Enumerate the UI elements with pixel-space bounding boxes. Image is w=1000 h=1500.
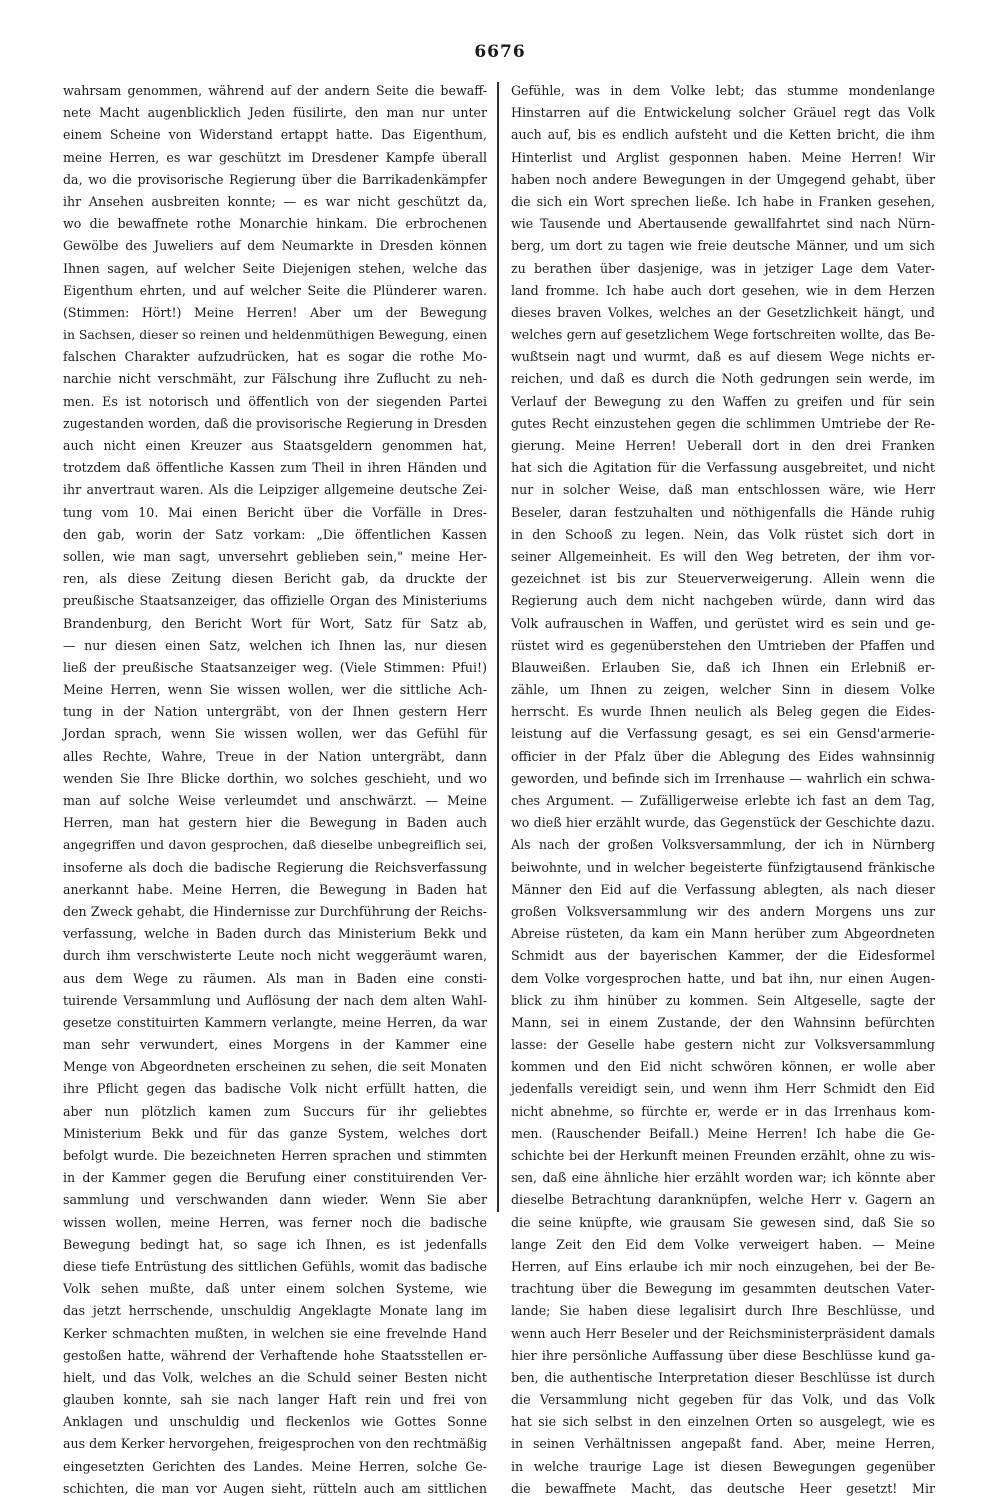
text-line: hat sie sich selbst in den einzelnen Orten so ausgelegt, wie es [511, 1414, 935, 1430]
text-line: Menge von Abgeordneten erscheinen zu sehen, die seit Monaten [63, 1059, 487, 1075]
text-line: man auf solche Weise verleumdet und anschwärzt. — Meine [63, 793, 487, 808]
text-line: Jordan sprach, wenn Sie wissen wollen, wer das Gefühl für [63, 726, 487, 742]
text-line: ihr Ansehen ausbreiten konnte; — es war nicht geschützt da, [63, 193, 487, 209]
text-line: men. (Rauschender Beifall.) Meine Herren! Ich habe die Ge- [511, 1125, 935, 1141]
text-line: Herren, auf Eins erlaube ich mir noch einzugehen, bei der Be- [511, 1258, 935, 1274]
text-line: narchie nicht verschmäht, zur Fälschung ihre Zuflucht zu neh- [63, 371, 487, 387]
text-line: Eigenthum ehrten, und auf welcher Seite die Plünderer waren. [63, 282, 487, 298]
text-line: glauben konnte, sah sie nach langer Haft rein und frei von [63, 1392, 487, 1408]
text-line: angegriffen und davon gesprochen, daß dieselbe unbegreiflich sei, [63, 837, 487, 853]
text-line: Kerker schmachten mußten, in welchen sie eine frevelnde Hand [63, 1325, 487, 1341]
text-line: Als nach der großen Volksversammlung, der ich in Nürnberg [511, 837, 935, 853]
text-line: großen Volksversammlung wir des andern Morgens uns zur [511, 903, 935, 919]
text-line: das jetzt herrschende, unschuldig Angeklagte Monate lang im [63, 1303, 487, 1319]
text-line: Verlauf der Bewegung zu den Waffen zu greifen und für sein [511, 393, 935, 409]
text-line: in Sachsen, dieser so reinen und heldenmüthigen Bewegung, einen [63, 327, 488, 343]
text-line: falschen Charakter aufzudrücken, hat es sogar die rothe Mo- [63, 349, 487, 365]
text-line: lange Zeit den Eid dem Volke verweigert haben. — Meine [511, 1236, 935, 1252]
text-line: haben noch andere Bewegungen in der Umgegend gehabt, über [511, 171, 935, 187]
text-line: tuirende Versammlung und Auflösung der nach dem alten Wahl- [63, 992, 487, 1008]
text-line: zu berathen über dasjenige, was in jetziger Lage dem Vater- [511, 260, 935, 276]
text-line: da, wo die provisorische Regierung über die Barrikadenkämpfer [63, 171, 487, 187]
text-line: sollen, wie man sagt, unversehrt geblieben sein," meine Her- [63, 548, 487, 564]
text-line: lasse: der Geselle habe gestern nicht zur Volksversammlung [511, 1037, 935, 1053]
text-line: wo dieß hier erzählt wurde, das Gegenstück der Geschichte dazu. [511, 815, 935, 831]
text-line: Männer den Eid auf die Verfassung ablegten, als nach dieser [511, 881, 935, 897]
text-line: land fromme. Ich habe auch dort gesehen, wie in dem Herzen [511, 282, 935, 298]
text-line: hier ihre persönliche Auffassung über diese Beschlüsse kund ga- [511, 1347, 935, 1363]
text-line: in der Kammer gegen die Berufung einer constituirenden Ver- [63, 1170, 487, 1186]
text-line: Gefühle, was in dem Volke lebt; das stumme mondenlange [511, 83, 935, 98]
text-line: schichten, die man vor Augen sieht, rütteln auch am sittlichen [63, 1480, 487, 1496]
text-line: welches gern auf gesetzlichem Wege fortschreiten wollte, das Be- [511, 327, 935, 343]
text-line: Gewölbe des Juweliers auf dem Neumarkte in Dresden können [63, 238, 487, 254]
text-line: Volk aufrauschen in Waffen, und gerüstet wird es sein und ge- [511, 615, 935, 631]
text-line: lande; Sie haben diese legalisirt durch Ihre Beschlüsse, und [511, 1303, 935, 1319]
text-line: Ihnen sagen, auf welcher Seite Diejenigen stehen, welche das [63, 260, 487, 276]
text-line: dieselbe Betrachtung daranknüpfen, welche Herr v. Gagern an [511, 1192, 935, 1208]
text-line: aus dem Wege zu räumen. Als man in Baden eine consti- [63, 970, 487, 986]
text-line: durch ihm verschwisterte Leute noch nicht weggeräumt waren, [63, 948, 487, 964]
text-line: gezeichnet ist bis zur Steuerverweigerung. Allein wenn die [511, 571, 935, 587]
text-line: die bewaffnete Macht, das deutsche Heer gesetzt! Mir [511, 1480, 935, 1496]
text-line: wo die bewaffnete rothe Monarchie hinkam. Die erbrochenen [63, 216, 487, 232]
text-line: beiwohnte, und in welcher begeisterte fünfzigtausend fränkische [511, 859, 935, 875]
text-line: wenden Sie Ihre Blicke dorthin, wo solches geschieht, und wo [63, 770, 487, 786]
text-line: ließ der preußische Staatsanzeiger weg. (Viele Stimmen: Pfui!) [63, 659, 487, 675]
text-line: Anklagen und unschuldig und fleckenlos wie Gottes Sonne [63, 1414, 487, 1430]
text-line: men. Es ist notorisch und öffentlich von der siegenden Partei [63, 393, 487, 409]
text-line: leistung auf die Verfassung gesagt, es sei ein Gensd'armerie- [511, 726, 935, 742]
text-line: nete Macht augenblicklich Jeden füsilirte, den man nur unter [63, 105, 487, 121]
text-line: Hinstarren auf die Entwickelung solcher Gräuel regt das Volk [511, 105, 935, 121]
text-line: blick zu ihm hinüber zu kommen. Sein Altgeselle, sagte der [511, 992, 935, 1008]
text-line: Mann, sei in einem Zustande, der den Wahnsinn befürchten [511, 1014, 935, 1030]
text-line: schichte bei der Herkunft meinen Freunden erzählt, ohne zu wis- [511, 1148, 935, 1163]
text-line: kommen und den Eid nicht schwören können, er wolle aber [511, 1059, 935, 1075]
right-column [511, 80, 935, 1496]
text-line: hielt, und das Volk, welches an die Schuld seiner Besten nicht [63, 1369, 487, 1385]
text-line: berg, um dort zu tagen wie freie deutsche Männer, und um sich [511, 238, 935, 254]
text-line: herrscht. Es wurde Ihnen neulich als Beleg gegen die Eides- [511, 704, 935, 720]
text-line: ihr anvertraut waren. Als die Leipziger allgemeine deutsche Zei- [63, 482, 487, 498]
column-divider [497, 82, 499, 1212]
text-line: trotzdem daß öffentliche Kassen zum Theil in ihren Händen und [63, 460, 487, 476]
text-line: dieses braven Volkes, welches an der Gesetzlichkeit hängt, und [511, 304, 935, 320]
text-line: den Zweck gehabt, die Hindernisse zur Durchführung der Reichs- [63, 903, 487, 919]
text-line: nicht abnehme, so fürchte er, werde er in das Irrenhaus kom- [511, 1103, 935, 1119]
text-line: aber nun plötzlich kamen zum Succurs für ihr geliebtes [63, 1103, 487, 1119]
text-line: Schmidt aus der bayerischen Kammer, der die Eidesformel [511, 948, 935, 964]
text-line: ches Argument. — Zufälligerweise erlebte ich fast an dem Tag, [511, 793, 935, 808]
text-line: seiner Allgemeinheit. Es will den Weg betreten, der ihm vor- [511, 548, 935, 564]
text-line: die seine knüpfte, wie grausam Sie gewesen sind, daß Sie so [511, 1214, 935, 1230]
text-line: in welche traurige Lage ist diesen Bewegungen gegenüber [511, 1458, 935, 1474]
text-line: auch auf, bis es endlich aufsteht und die Ketten bricht, die ihm [511, 127, 935, 143]
text-line: insoferne als doch die badische Regierung die Reichsverfassung [63, 859, 487, 875]
text-line: ihre Pflicht gegen das badische Volk nicht erfüllt hatten, die [63, 1081, 487, 1097]
text-line: gestoßen hatte, während der Verhaftende hohe Staatsstellen er- [63, 1347, 487, 1363]
text-line: sammlung und verschwanden dann wieder. Wenn Sie aber [63, 1192, 487, 1208]
text-line: wissen wollen, meine Herren, was ferner noch die badische [63, 1214, 487, 1230]
page-number: 6676 [474, 42, 526, 62]
text-line: wußtsein nagt und wurmt, daß es auf diesem Wege nichts er- [511, 349, 935, 365]
text-line: diese tiefe Entrüstung des sittlichen Gefühls, womit das badische [63, 1258, 487, 1274]
text-line: Bewegung bedingt hat, so sage ich Ihnen, es ist jedenfalls [63, 1236, 487, 1252]
text-line: verfassung, welche in Baden durch das Ministerium Bekk und [63, 926, 487, 942]
text-line: den gab, worin der Satz vorkam: „Die öffentlichen Kassen [63, 526, 487, 542]
text-line: — nur diesen einen Satz, welchen ich Ihnen las, nur diesen [63, 637, 487, 653]
text-line: wie Tausende und Abertausende gewallfahrtet sind nach Nürn- [511, 216, 935, 232]
text-line: Ministerium Bekk und für das ganze System, welches dort [63, 1125, 487, 1141]
text-line: nur in solcher Weise, daß man entschlossen wäre, wie Herr [511, 482, 935, 498]
text-line: dem Volke vorgesprochen hatte, und bat ihn, nur einen Augen- [511, 970, 935, 986]
text-line: gesetze constituirten Kammern verlangte, meine Herren, da war [63, 1014, 487, 1030]
text-line: ben, die authentische Interpretation dieser Beschlüsse ist durch [511, 1369, 935, 1385]
text-line: befolgt wurde. Die bezeichneten Herren sprachen und stimmten [63, 1148, 487, 1163]
text-line: ren, als diese Zeitung diesen Bericht gab, da druckte der [63, 571, 487, 587]
text-line: zähle, um Ihnen zu zeigen, welcher Sinn in diesem Volke [511, 682, 935, 698]
text-line: preußische Staatsanzeiger, das offizielle Organ des Ministeriums [63, 593, 487, 609]
text-line: reichen, und daß es durch die Noth gedrungen sein werde, im [511, 371, 935, 387]
text-line: Blauweißen. Erlauben Sie, daß ich Ihnen ein Erlebniß er- [511, 659, 935, 675]
text-line: wahrsam genommen, während auf der andern Seite die bewaff- [63, 83, 487, 98]
text-line: in seinen Verhältnissen angepaßt fand. Aber, meine Herren, [511, 1436, 935, 1452]
text-line: einem Scheine von Widerstand ertappt hatte. Das Eigenthum, [63, 127, 487, 143]
text-line: tung in der Nation untergräbt, von der Ihnen gestern Herr [63, 704, 487, 720]
text-line: Beseler, daran festzuhalten und nöthigenfalls die Hände ruhig [511, 504, 935, 520]
left-column [63, 80, 488, 1496]
text-line: anerkannt habe. Meine Herren, die Bewegung in Baden hat [63, 881, 487, 897]
text-line: aus dem Kerker hervorgehen, freigesprochen von den rechtmäßig [63, 1436, 487, 1452]
text-line: (Stimmen: Hört!) Meine Herren! Aber um der Bewegung [63, 304, 487, 320]
text-line: jedenfalls vereidigt sein, und wenn ihm Herr Schmidt den Eid [511, 1081, 935, 1097]
text-line: Hinterlist und Arglist gesponnen haben. Meine Herren! Wir [511, 149, 935, 165]
text-line: Meine Herren, wenn Sie wissen wollen, wer die sittliche Ach- [63, 682, 487, 698]
text-line: tung vom 10. Mai einen Bericht über die Vorfälle in Dres- [63, 504, 487, 520]
text-line: Abreise rüsteten, da kam ein Mann herüber zum Abgeordneten [511, 926, 935, 942]
text-line: officier in der Pfalz über die Ablegung des Eides wahnsinnig [511, 748, 935, 764]
text-line: geworden, und befinde sich im Irrenhause — wahrlich ein schwa- [511, 770, 935, 786]
text-line: Volk sehen mußte, daß unter einem solchen Systeme, wie [63, 1281, 487, 1297]
text-line: trachtung über die Bewegung im gesammten deutschen Vater- [511, 1281, 935, 1297]
text-line: gierung. Meine Herren! Ueberall dort in den drei Franken [511, 438, 935, 453]
text-line: meine Herren, es war geschützt im Dresdener Kampfe überall [63, 149, 487, 165]
text-line: Regierung auch dem nicht nachgeben würde, dann wird das [511, 593, 935, 609]
text-line: sen, daß eine ähnliche hier erzählt worden war; ich könnte aber [511, 1170, 935, 1186]
text-line: man sehr verwundert, eines Morgens in der Kammer eine [63, 1037, 487, 1053]
text-line: eingesetzten Gerichten des Landes. Meine Herren, solche Ge- [63, 1458, 487, 1474]
text-line: die sich ein Wort sprechen ließe. Ich habe in Franken gesehen, [511, 193, 935, 209]
text-line: gutes Recht einzustehen gegen die schlimmen Umtriebe der Re- [511, 415, 935, 431]
text-line: hat sich die Agitation für die Verfassung ausgebreitet, und nicht [511, 460, 935, 476]
text-line: auch nicht einen Kreuzer aus Staatsgeldern genommen hat, [63, 438, 487, 453]
text-line: wenn auch Herr Beseler und der Reichsministerpräsident damals [511, 1325, 935, 1341]
text-line: Brandenburg, den Bericht Wort für Wort, Satz für Satz ab, [63, 615, 487, 631]
text-line: in den Schooß zu legen. Nein, das Volk rüstet sich dort in [511, 526, 935, 542]
text-line: die Versammlung nicht gegeben für das Volk, und das Volk [511, 1392, 935, 1408]
text-line: Herren, man hat gestern hier die Bewegung in Baden auch [63, 815, 487, 831]
text-line: rüstet wird es gegenüberstehen den Umtrieben der Pfaffen und [511, 637, 935, 653]
text-line: alles Rechte, Wahre, Treue in der Nation untergräbt, dann [63, 748, 487, 764]
text-line: zugestanden worden, daß die provisorische Regierung in Dresden [63, 415, 487, 431]
